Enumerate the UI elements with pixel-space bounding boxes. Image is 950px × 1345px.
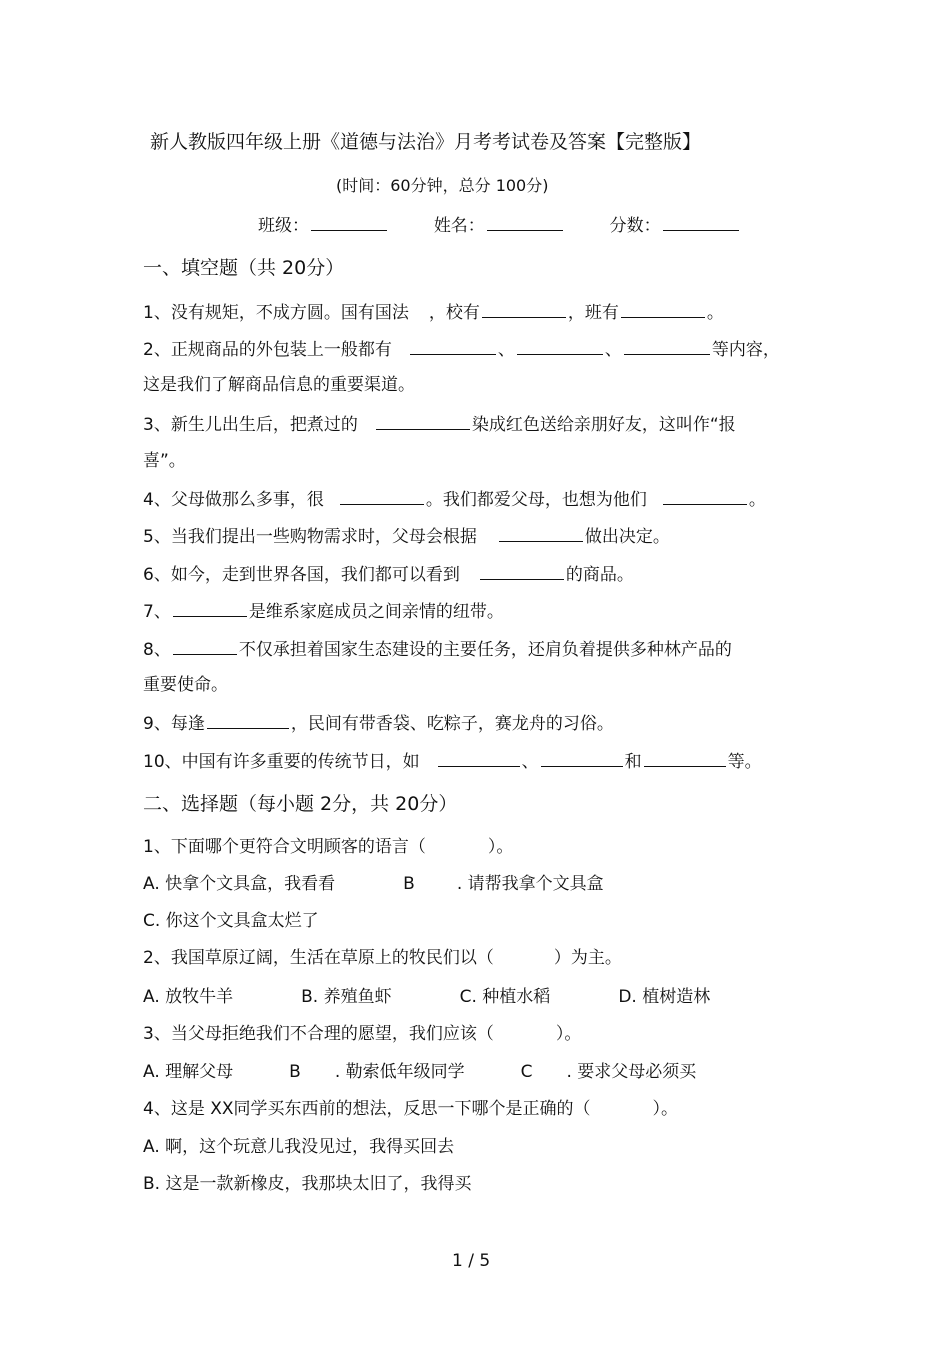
option-c-letter: C — [520, 1062, 533, 1082]
question-1-3: 3、新生儿出生后，把煮过的 染成红色送给亲朋好友，这叫作“报 — [143, 411, 736, 437]
answer-blank — [482, 299, 566, 318]
option-b-letter: B — [403, 874, 415, 894]
question-2-4: 4、这是 XX同学买东西前的想法，反思一下哪个是正确的（ ）。 — [143, 1099, 679, 1119]
question-1-1: 1、没有规矩，不成方圆。国有国法 ，校有 ，班有 。 — [143, 299, 724, 325]
option-b: . 勒索低年级同学 — [334, 1062, 465, 1082]
answer-blank — [376, 411, 470, 430]
answer-blank — [173, 636, 237, 655]
answer-blank — [480, 561, 564, 580]
time-info: (时间：60分钟，总分 100分) — [336, 176, 549, 195]
question-2-1-option-c: C. 你这个文具盒太烂了 — [143, 911, 319, 931]
option-a: A. 理解父母 — [143, 1062, 234, 1082]
answer-blank — [340, 486, 424, 505]
answer-blank — [624, 336, 710, 355]
option-b: B. 养殖鱼虾 — [301, 987, 392, 1007]
score-blank — [663, 212, 739, 231]
question-1-10: 10、中国有许多重要的传统节日，如 、 和 等。 — [143, 748, 762, 774]
name-blank — [487, 212, 563, 231]
name-label: 姓名： — [433, 216, 485, 236]
answer-blank — [541, 748, 623, 767]
student-info-row — [258, 212, 741, 238]
question-1-6: 6、如今，走到世界各国，我们都可以看到 的商品。 — [143, 561, 634, 587]
question-2-1: 1、下面哪个更符合文明顾客的语言（ ）。 — [143, 837, 514, 857]
question-2-4-option-b: B. 这是一款新橡皮，我那块太旧了，我得买 — [143, 1174, 472, 1194]
question-2-2: 2、我国草原辽阔，生活在草原上的牧民们以（ ）为主。 — [143, 948, 622, 968]
answer-blank — [499, 523, 583, 542]
answer-blank — [517, 336, 603, 355]
question-1-9: 9、每逢 ，民间有带香袋、吃粽子，赛龙舟的习俗。 — [143, 710, 614, 736]
option-a: A. 放牧牛羊 — [143, 987, 234, 1007]
question-1-5: 5、当我们提出一些购物需求时，父母会根据 做出决定。 — [143, 523, 670, 549]
question-1-2: 2、正规商品的外包装上一般都有 、 、 等内容， — [143, 336, 780, 362]
answer-blank — [173, 598, 247, 617]
answer-blank — [207, 710, 289, 729]
question-2-3: 3、当父母拒绝我们不合理的愿望，我们应该（ ）。 — [143, 1024, 582, 1044]
question-2-4-option-a: A. 啊，这个玩意儿我没见过，我得买回去 — [143, 1137, 455, 1157]
question-1-4: 4、父母做那么多事，很 。我们都爱父母，也想为他们 。 — [143, 486, 766, 512]
option-c: C. 种植水稻 — [459, 987, 551, 1007]
answer-blank — [644, 748, 726, 767]
question-1-3-cont: 喜”。 — [143, 451, 186, 471]
option-b-letter: B — [289, 1062, 301, 1082]
section-heading-fill-in: 一、填空题（共 20分） — [143, 257, 345, 279]
option-b: . 请帮我拿个文具盒 — [456, 874, 604, 894]
question-1-8-cont: 重要使命。 — [143, 675, 228, 695]
page-number: 1 / 5 — [452, 1251, 491, 1271]
score-label: 分数： — [609, 216, 661, 236]
question-1-8: 8、 不仅承担着国家生态建设的主要任务，还肩负着提供多种林产品的 — [143, 636, 732, 662]
answer-blank — [438, 748, 520, 767]
answer-blank — [410, 336, 496, 355]
page-title: 新人教版四年级上册《道德与法治》月考考试卷及答案【完整版】 — [150, 131, 702, 153]
option-a: A. 快拿个文具盒，我看看 — [143, 874, 336, 894]
question-1-2-cont: 这是我们了解商品信息的重要渠道。 — [143, 375, 415, 395]
option-d: D. 植树造林 — [618, 987, 711, 1007]
answer-blank — [621, 299, 705, 318]
section-heading-choice: 二、选择题（每小题 2分，共 20分） — [143, 793, 458, 815]
question-2-3-options — [143, 1060, 696, 1084]
question-2-1-options — [143, 872, 604, 896]
question-2-2-options — [143, 985, 710, 1009]
class-label: 班级： — [258, 216, 309, 236]
option-c: . 要求父母必须买 — [566, 1062, 697, 1082]
class-blank — [311, 212, 387, 231]
answer-blank — [663, 486, 747, 505]
question-1-7: 7、 是维系家庭成员之间亲情的纽带。 — [143, 598, 504, 624]
